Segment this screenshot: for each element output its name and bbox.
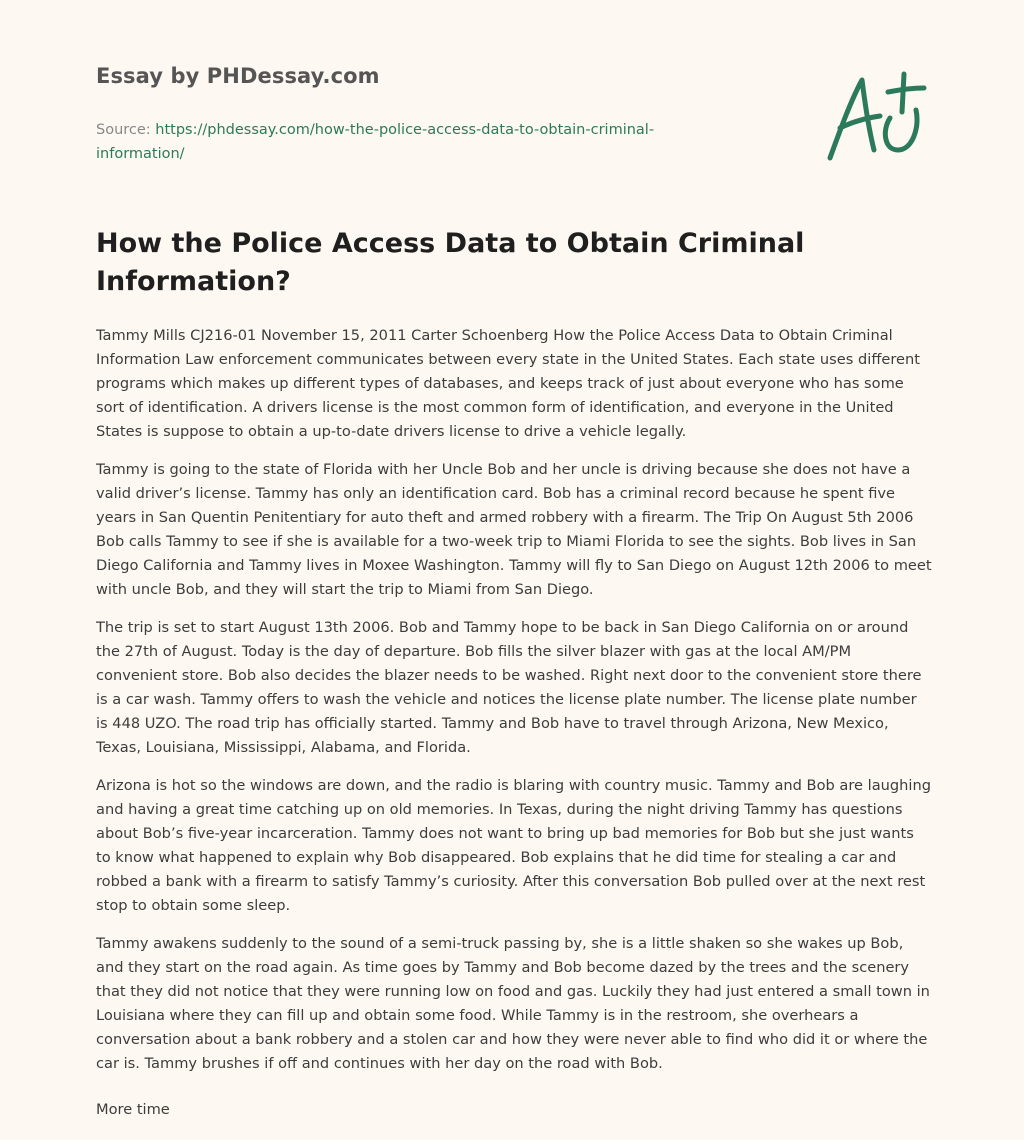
essay-paragraph: Tammy Mills CJ216-01 November 15, 2011 Carter Schoenberg How the Police Access Data to Obtain Criminal Information Law enforcement communicates between every state in the United States. Each state uses different programs which makes up different types of databases, and keeps track of just about everyone who has some sort of identification. A drivers license is the most common form of identification, and everyone in the United States is suppose to obtain a up-to-date drivers license to drive a vehicle legally. [96,327,920,440]
a-plus-grade-icon [818,66,930,166]
essay-paragraph: Tammy is going to the state of Florida with her Uncle Bob and her uncle is driving because she does not have a valid driver’s license. Tammy has only an identification card. Bob has a criminal record because he spent five years in San Quentin Penitentiary for auto theft and armed robbery with a firearm. The Trip On August 5th 2006 Bob calls Tammy to see if she is available for a two-week trip to Miami Florida to see the sights. Bob lives in San Diego California and Tammy lives in Moxee Washington. Tammy will fly to San Diego on August 12th 2006 to meet with uncle Bob, and they will start the trip to Miami from San Diego. [96,461,932,598]
essay-paragraph: Arizona is hot so the windows are down, and the radio is blaring with country music. Tammy and Bob are laughing and having a great time catching up on old memories. In Texas, during the night driving Tammy has questions about Bob’s five-year incarceration. Tammy does not want to bring up bad memories for Bob but she just wants to know what happened to explain why Bob disappeared. Bob explains that he did time for stealing a car and robbed a bank with a firearm to satisfy Tammy’s curiosity. After this conversation Bob pulled over at the next rest stop to obtain some sleep. [96,777,931,914]
source-line [96,118,696,166]
site-brand: Essay by PHDessay.com [96,64,380,88]
essay-title: How the Police Access Data to Obtain Criminal Information? [96,228,805,297]
essay-paragraph: The trip is set to start August 13th 2006. Bob and Tammy hope to be back in San Diego California on or around the 27th of August. Today is the day of departure. Bob fills the silver blazer with gas at the local AM/PM convenient store. Bob also decides the blazer needs to be washed. Right next door to the convenient store there is a car wash. Tammy offers to wash the vehicle and notices the license plate number. The license plate number is 448 UZO. The road trip has officially started. Tammy and Bob have to travel through Arizona, New Mexico, Texas, Louisiana, Mississippi, Alabama, and Florida. [96,619,922,756]
essay-paragraph: Tammy awakens suddenly to the sound of a semi-truck passing by, she is a little shaken so she wakes up Bob, and they start on the road again. As time goes by Tammy and Bob become dazed by the trees and the scenery that they did not notice that they were running low on food and gas. Luckily they had just entered a small town in Louisiana where they can fill up and obtain some food. While Tammy is in the restroom, she overhears a conversation about a bank robbery and a stolen car and how they were never able to find who did it or where the car is. Tammy brushes if off and continues with her day on the road with Bob. [96,935,930,1072]
essay-body [96,324,932,1090]
source-label: Source: [96,122,151,138]
source-link[interactable]: https://phdessay.com/how-the-police-access-data-to-obtain-criminal-information/ [96,122,655,162]
site-header [96,64,716,166]
more-text: More time [96,1101,170,1118]
